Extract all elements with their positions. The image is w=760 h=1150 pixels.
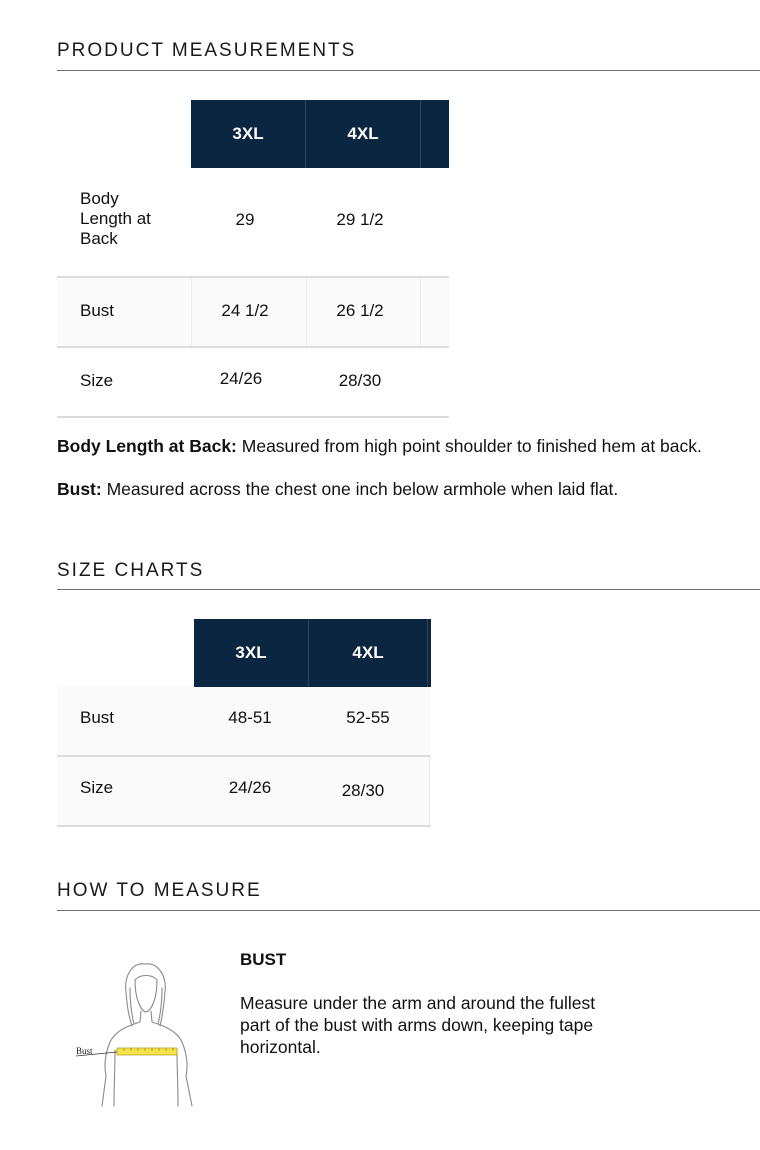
section-divider bbox=[57, 589, 760, 590]
size-charts-title: SIZE CHARTS bbox=[57, 560, 205, 581]
section-divider bbox=[57, 910, 760, 911]
table-row bbox=[57, 278, 449, 346]
size-charts-table bbox=[57, 619, 431, 829]
note-bust: Bust: Measured across the chest one inch below armhole when laid flat. bbox=[57, 479, 619, 499]
how-to-measure-title: HOW TO MEASURE bbox=[57, 880, 262, 901]
table-row bbox=[57, 757, 431, 825]
row-label: Size bbox=[80, 371, 114, 390]
row-value: 26 1/2 bbox=[336, 301, 384, 320]
table-header bbox=[194, 619, 431, 687]
column-header-4xl: 4XL bbox=[347, 124, 379, 143]
bust-heading: BUST bbox=[240, 950, 287, 969]
row-label: Body Length at Back bbox=[80, 189, 151, 248]
column-header-4xl: 4XL bbox=[352, 643, 384, 662]
measuring-tape-icon bbox=[117, 1048, 177, 1055]
column-header-3xl: 3XL bbox=[235, 643, 267, 662]
note-body-length: Body Length at Back: Measured from high point shoulder to finished hem at back. bbox=[57, 436, 702, 456]
row-value: 29 1/2 bbox=[336, 210, 384, 229]
table-row bbox=[57, 348, 449, 416]
product-measurements-title: PRODUCT MEASUREMENTS bbox=[57, 40, 357, 61]
row-label: Bust bbox=[80, 301, 115, 320]
section-divider bbox=[57, 70, 760, 71]
row-label: Bust bbox=[80, 708, 115, 727]
row-value: 28/30 bbox=[341, 781, 385, 800]
woman-figure-illustration bbox=[72, 958, 202, 1108]
row-value: 24/26 bbox=[228, 778, 272, 797]
column-header-3xl: 3XL bbox=[232, 124, 264, 143]
row-value: 52-55 bbox=[346, 708, 390, 727]
table-row bbox=[57, 687, 431, 755]
table-header bbox=[191, 100, 449, 168]
bust-instructions: Measure under the arm and around the fullest part of the bust with arms down, keeping tape horizontal. bbox=[240, 993, 596, 1057]
row-value: 24/26 bbox=[219, 369, 263, 388]
row-value: 24 1/2 bbox=[221, 301, 269, 320]
product-measurements-table bbox=[57, 100, 449, 418]
row-value: 29 bbox=[235, 210, 255, 229]
row-label: Size bbox=[80, 778, 114, 797]
figure-bust-label: Bust bbox=[76, 1046, 93, 1056]
row-value: 28/30 bbox=[338, 371, 382, 390]
table-row bbox=[57, 168, 449, 276]
row-value: 48-51 bbox=[228, 708, 272, 727]
